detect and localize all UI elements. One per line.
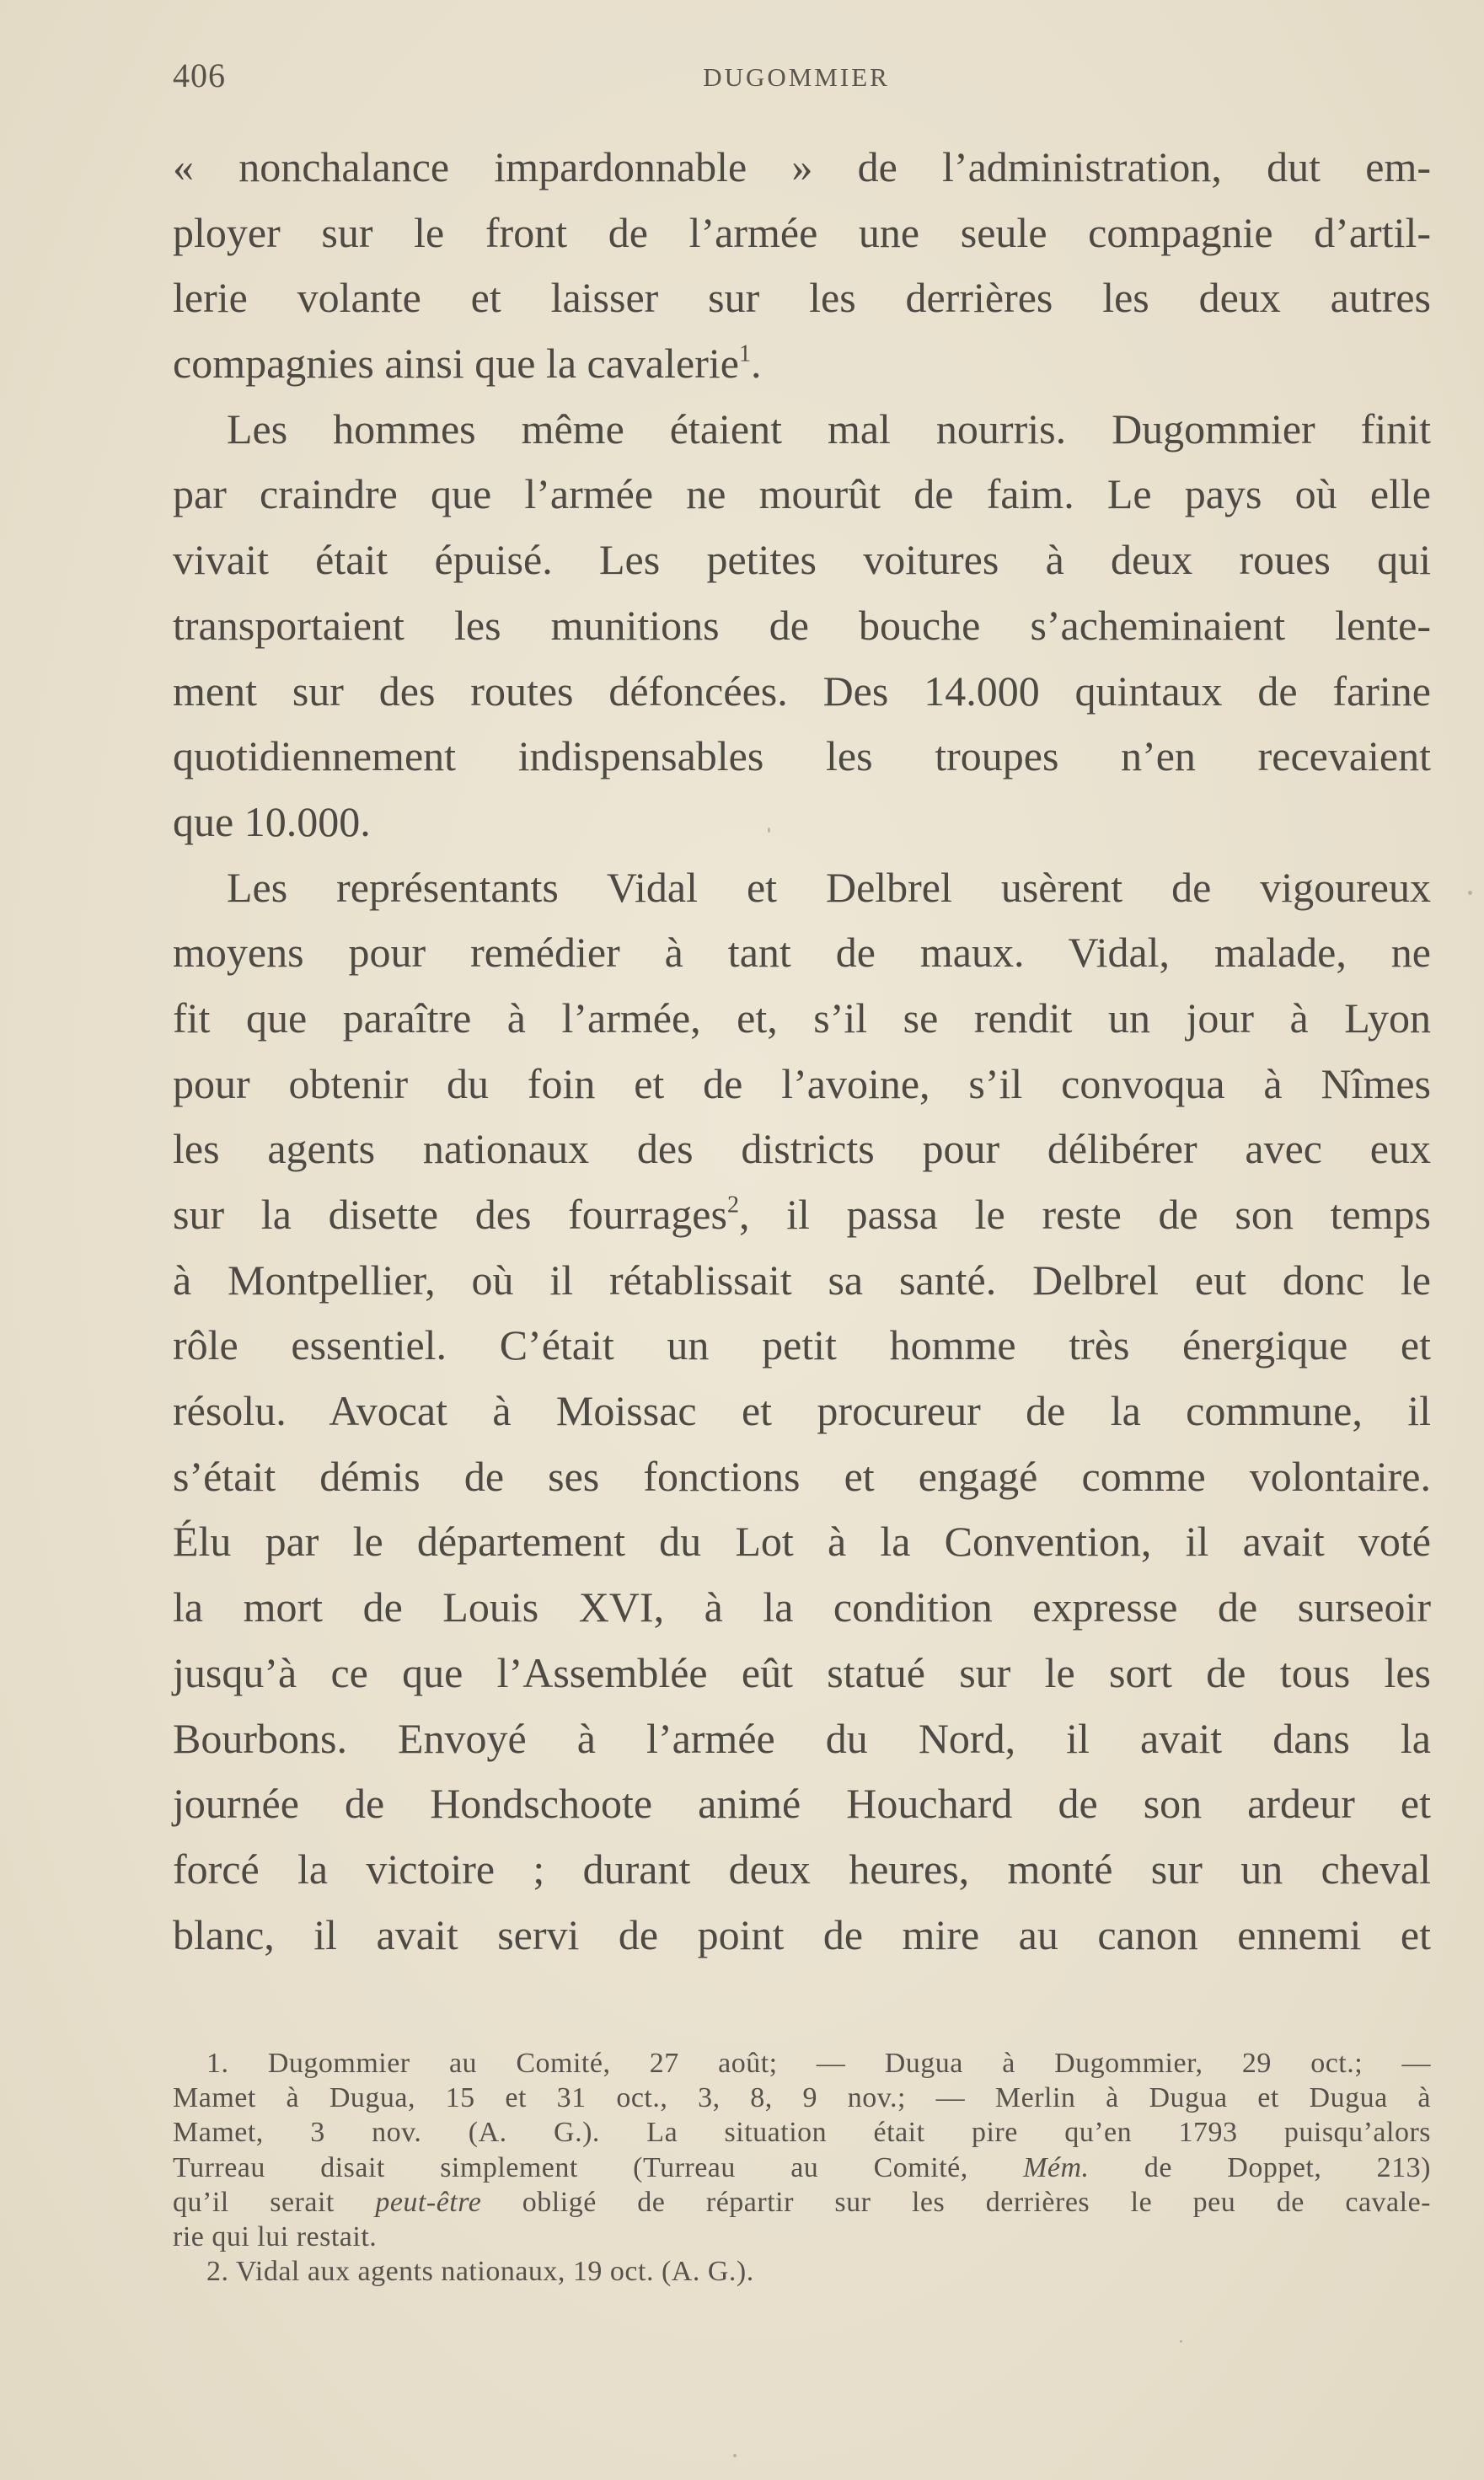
text-line: lerie volante et laisser sur les derrières les deux autres <box>173 274 1431 322</box>
text-line: pour obtenir du foin et de l’avoine, s’il convoqua à Nîmes <box>173 1059 1431 1107</box>
text-fragment: de Doppet, 213) <box>1089 2151 1431 2183</box>
text-line: à Montpellier, où il rétablissait sa santé. Delbrel eut donc le <box>173 1256 1431 1304</box>
text-line: ployer sur le front de l’armée une seule compagnie d’artil- <box>173 208 1431 256</box>
italic-fragment: peut-être <box>375 2186 482 2218</box>
italic-fragment: Mém. <box>1023 2151 1090 2183</box>
footnotes <box>173 2046 1431 2289</box>
text-line: résolu. Avocat à Moissac et procureur de la commune, il <box>173 1387 1431 1435</box>
text-line: Bourbons. Envoyé à l’armée du Nord, il avait dans la <box>173 1714 1431 1762</box>
text-fragment: obligé de répartir sur les derrières le peu de cavale- <box>481 2186 1431 2218</box>
text-fragment: , il passa le reste de son temps <box>738 1191 1432 1238</box>
paper-speck <box>1468 891 1472 895</box>
text-line: moyens pour remédier à tant de maux. Vidal, malade, ne <box>173 929 1431 977</box>
text-line: fit que paraître à l’armée, et, s’il se rendit un jour à Lyon <box>173 994 1431 1042</box>
body-text <box>173 135 1431 1968</box>
text-fragment: compagnies ainsi que la cavalerie <box>173 340 739 388</box>
text-line: « nonchalance impardonnable » de l’administration, dut em- <box>173 143 1431 190</box>
footnote-ref-1[interactable]: 1 <box>738 340 751 367</box>
text-fragment: qu’il serait <box>173 2186 376 2218</box>
text-fragment: Turreau disait simplement (Turreau au Comité, <box>173 2151 1024 2183</box>
text-fragment: . <box>750 340 762 388</box>
text-line: la mort de Louis XVI, à la condition expresse de surseoir <box>173 1583 1431 1631</box>
text-line: ment sur des routes défoncées. Des 14.000 quintaux de farine <box>173 667 1431 715</box>
footnote-1-line: Mamet à Dugua, 15 et 31 oct., 3, 8, 9 nov.; — Merlin à Dugua et Dugua à <box>173 2082 1431 2114</box>
text-line: Les représentants Vidal et Delbrel usèrent de vigoureux <box>227 863 1431 911</box>
text-line: transportaient les munitions de bouche s’acheminaient lente- <box>173 601 1431 649</box>
text-line: quotidiennement indispensables les troupes n’en recevaient <box>173 732 1431 780</box>
footnote-1-line: 1. Dugommier au Comité, 27 août; — Dugua à Dugommier, 29 oct.; — <box>206 2048 1431 2079</box>
page-header <box>173 56 1420 106</box>
footnote-1-line: rie qui lui restait. <box>173 2220 378 2252</box>
footnote-ref-2[interactable]: 2 <box>726 1192 739 1219</box>
text-line: forcé la victoire ; durant deux heures, monté sur un cheval <box>173 1845 1431 1893</box>
text-line: journée de Hondschoote animé Houchard de son ardeur et <box>173 1780 1431 1828</box>
text-line: Les hommes même étaient mal nourris. Dugommier finit <box>227 404 1431 453</box>
text-line: les agents nationaux des districts pour délibérer avec eux <box>173 1125 1431 1173</box>
text-line: Élu par le département du Lot à la Convention, il avait voté <box>173 1518 1431 1566</box>
footnote-1-line: Mamet, 3 nov. (A. G.). La situation était pire qu’en 1793 puisqu’alors <box>173 2117 1431 2149</box>
text-line <box>173 331 1431 397</box>
paper-speck <box>733 2454 737 2457</box>
text-line: que 10.000. <box>173 797 371 845</box>
footnote-1-line <box>173 2151 1431 2185</box>
text-line: par craindre que l’armée ne mourût de faim. Le pays où elle <box>173 470 1431 518</box>
paper-speck <box>1180 2340 1182 2343</box>
text-line: vivait était épuisé. Les petites voitures à deux roues qui <box>173 536 1431 584</box>
text-line: s’était démis de ses fonctions et engagé comme volontaire. <box>173 1452 1431 1500</box>
page-number: 406 <box>173 56 226 94</box>
text-line: jusqu’à ce que l’Assemblée eût statué sur le sort de tous les <box>173 1648 1431 1696</box>
footnote-1-line <box>173 2185 1431 2220</box>
text-line: rôle essentiel. C’était un petit homme très énergique et <box>173 1321 1431 1369</box>
text-fragment: sur la disette des fourrages <box>173 1191 727 1238</box>
paper-speck <box>768 828 770 833</box>
text-line <box>173 1182 1431 1248</box>
footnote-2-line: 2. Vidal aux agents nationaux, 19 oct. (A. G.). <box>206 2256 754 2288</box>
text-line: blanc, il avait servi de point de mire au canon ennemi et <box>173 1910 1431 1958</box>
running-head: DUGOMMIER <box>703 62 890 92</box>
